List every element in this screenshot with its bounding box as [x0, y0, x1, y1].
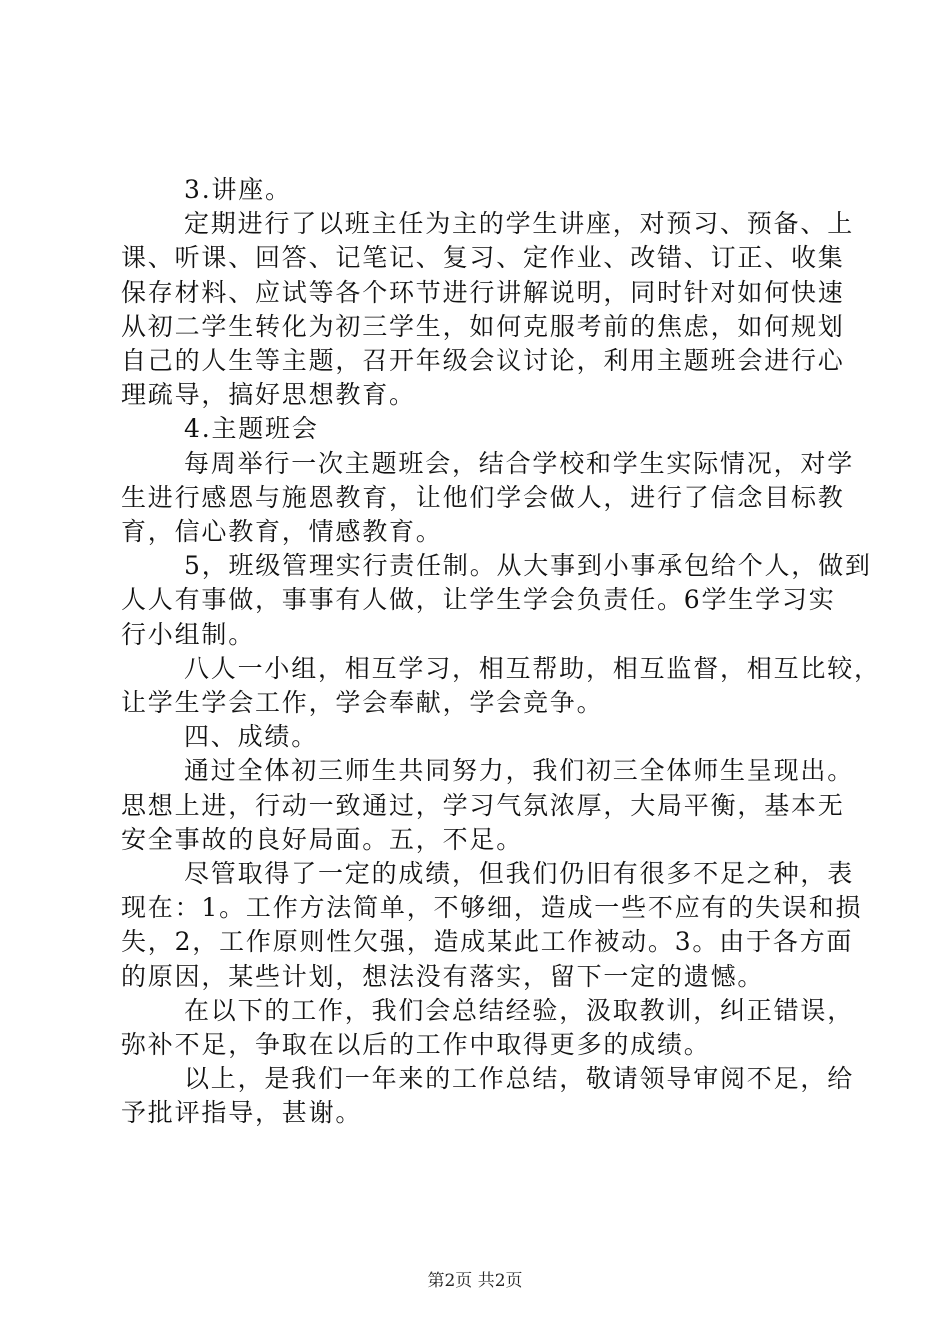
text-line: 尽管取得了一定的成绩，但我们仍旧有很多不足之种，表 — [184, 859, 855, 889]
document-body — [121, 173, 881, 1131]
text-line: 现在：1。工作方法简单，不够细，造成一些不应有的失误和损 — [121, 893, 863, 923]
text-line: 通过全体初三师生共同努力，我们初三全体师生呈现出。 — [184, 756, 855, 786]
text-line: 的原因，某些计划，想法没有落实，留下一定的遗憾。 — [121, 961, 765, 991]
text-line: 思想上进，行动一致通过，学习气氛浓厚，大局平衡，基本无 — [121, 790, 845, 820]
text-line: 5，班级管理实行责任制。从大事到小事承包给个人，做到 — [184, 551, 872, 581]
text-line: 予批评指导，甚谢。 — [121, 1098, 363, 1128]
text-line: 行小组制。 — [121, 619, 256, 649]
text-line: 失，2，工作原则性欠强，造成某此工作被动。3。由于各方面 — [121, 927, 854, 957]
text-line: 育，信心教育，情感教育。 — [121, 517, 443, 547]
text-line: 生进行感恩与施恩教育，让他们学会做人，进行了信念目标教 — [121, 482, 845, 512]
text-line: 3.讲座。 — [184, 175, 292, 204]
text-line: 在以下的工作，我们会总结经验，汲取教训，纠正错误， — [184, 995, 855, 1025]
text-line: 以上，是我们一年来的工作总结，敬请领导审阅不足，给 — [184, 1064, 855, 1094]
text-line: 四、成绩。 — [184, 722, 319, 752]
text-line: 保存材料、应试等各个环节进行讲解说明，同时针对如何快速 — [121, 277, 845, 307]
text-line: 自己的人生等主题，召开年级会议讨论，利用主题班会进行心 — [121, 346, 845, 376]
text-line: 让学生学会工作，学会奉献，学会竞争。 — [121, 688, 604, 718]
text-line: 课、听课、回答、记笔记、复习、定作业、改错、订正、收集 — [121, 243, 845, 273]
text-line: 4.主题班会 — [184, 414, 319, 444]
text-line: 安全事故的良好局面。五，不足。 — [121, 824, 524, 854]
text-line: 八人一小组，相互学习，相互帮助，相互监督，相互比较， — [184, 653, 881, 683]
text-line: 理疏导，搞好思想教育。 — [121, 380, 416, 410]
text-line: 弥补不足，争取在以后的工作中取得更多的成绩。 — [121, 1030, 711, 1060]
text-line: 从初二学生转化为初三学生，如何克服考前的焦虑，如何规划 — [121, 311, 845, 341]
text-line: 定期进行了以班主任为主的学生讲座，对预习、预备、上 — [184, 209, 855, 239]
page-footer: 第2页 共2页 — [427, 1271, 523, 1291]
text-line: 人人有事做，事事有人做，让学生学会负责任。6学生学习实 — [121, 585, 836, 615]
text-line: 每周举行一次主题班会，结合学校和学生实际情况，对学 — [184, 448, 855, 478]
